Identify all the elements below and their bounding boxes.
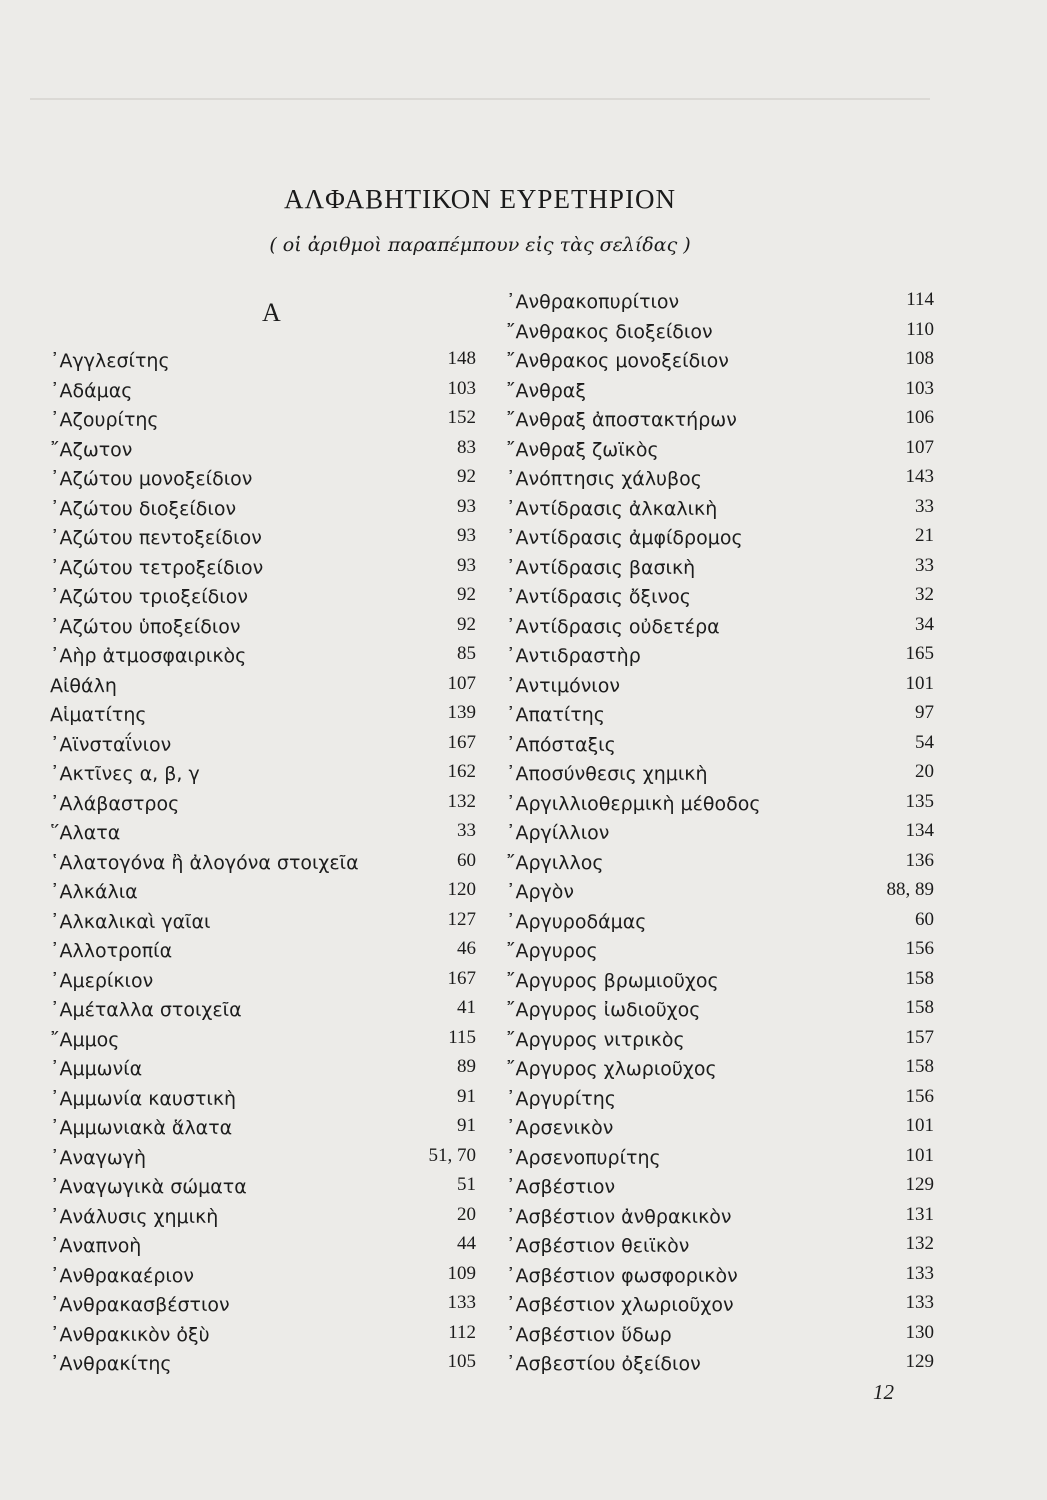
entry-term: ᾽Ασβεστίου ὀξείδιον [506, 1353, 701, 1375]
entry-term: ᾽Αγγλεσίτης [50, 350, 170, 372]
entry-page: 92 [457, 613, 476, 635]
entry-page: 162 [447, 761, 476, 782]
entry-page: 165 [905, 643, 934, 664]
page-title: ΑΛΦΑΒΗΤΙΚΟΝ ΕΥΡΕΤΗΡΙΟΝ [284, 184, 676, 214]
entry-term: ᾽Αμμωνία καυστικὴ [50, 1087, 237, 1110]
index-entry [506, 702, 934, 732]
entry-page: 127 [447, 908, 476, 930]
entry-term: ᾽Αργυροδάμας [506, 910, 647, 933]
entry-term: ᾽Αμερίκιον [50, 969, 154, 992]
entry-term: ᾽Ανθρακοπυρίτιον [506, 291, 680, 313]
entry-page: 103 [447, 377, 476, 399]
entry-page: 91 [457, 1115, 476, 1136]
entry-term: ᾽Απατίτης [506, 704, 605, 726]
entry-page: 97 [915, 702, 934, 723]
entry-page: 85 [457, 643, 476, 664]
entry-page: 60 [915, 908, 934, 930]
index-entry [506, 968, 934, 998]
entry-page: 132 [447, 790, 476, 812]
entry-term: ᾽Αλκαλικαὶ γαῖαι [50, 910, 211, 933]
entry-term: ᾽Αλάβαστρος [50, 792, 180, 815]
index-column-right [506, 289, 934, 1381]
entry-term: ᾽Ανάλυσις χημικὴ [50, 1205, 219, 1228]
entry-page: 136 [905, 849, 934, 871]
entry-page: 51 [457, 1174, 476, 1195]
index-entry [50, 1174, 476, 1204]
index-entry [50, 1292, 476, 1322]
index-entry [50, 1263, 476, 1293]
entry-term: ᾽Αζώτου τετροξείδιον [50, 556, 264, 579]
entry-term: ᾽Αποσύνθεσις χημικὴ [506, 763, 708, 785]
index-entry [506, 1351, 934, 1381]
index-entry [506, 1115, 934, 1145]
index-entry [506, 761, 934, 791]
bleed-through-band [30, 58, 930, 100]
entry-page: 51, 70 [428, 1144, 476, 1166]
index-entry [506, 1292, 934, 1322]
entry-page: 93 [457, 525, 476, 546]
entry-term: ᾽Ασβέστιον χλωριοῦχον [506, 1294, 734, 1316]
entry-term: ῎Αζωτον [50, 438, 133, 461]
entry-term: ᾽Ανθρακικὸν ὀξὺ [50, 1323, 210, 1346]
index-entry [506, 997, 934, 1027]
index-entry [50, 407, 476, 437]
index-entry [50, 378, 476, 408]
entry-page: 32 [915, 584, 934, 605]
entry-page: 54 [915, 731, 934, 753]
entry-term: ᾽Ανθρακίτης [50, 1353, 172, 1375]
index-entry [50, 820, 476, 850]
entry-term: ῞Αλατα [50, 822, 121, 844]
entry-term: ᾽Αϊνσταΐνιον [50, 733, 172, 756]
entry-term: ῎Ανθρακος μονοξείδιον [506, 350, 729, 372]
index-entry [506, 614, 934, 644]
page-subtitle: ( οἱ ἀριθμοὶ παραπέμπουν εἰς τὰς σελίδας ) [269, 234, 691, 256]
entry-term: ᾽Αντίδρασις βασικὴ [506, 556, 696, 579]
index-entry [506, 673, 934, 703]
entry-page: 108 [905, 348, 934, 369]
index-entry [506, 1204, 934, 1234]
entry-term: Αἰθάλη [50, 674, 117, 697]
index-entry [50, 879, 476, 909]
entry-page: 33 [915, 554, 934, 576]
entry-term: ᾽Αργυρίτης [506, 1087, 616, 1110]
entry-page: 109 [447, 1262, 476, 1284]
index-entry [50, 1204, 476, 1234]
entry-page: 133 [905, 1262, 934, 1284]
entry-page: 167 [447, 967, 476, 989]
entry-term: ᾽Ανθρακαέριον [50, 1264, 195, 1287]
index-entry [50, 791, 476, 821]
entry-term: ᾽Αναγωγικὰ σώματα [50, 1176, 247, 1198]
entry-page: 101 [905, 672, 934, 694]
entry-page: 110 [906, 318, 934, 340]
index-entry [50, 614, 476, 644]
index-entry [506, 791, 934, 821]
entry-term: ῾Αλατογόνα ἢ ἀλογόνα στοιχεῖα [50, 851, 359, 874]
entry-page: 112 [448, 1321, 476, 1343]
entry-term: ῎Αργυρος χλωριοῦχος [506, 1058, 717, 1080]
entry-page: 101 [905, 1144, 934, 1166]
entry-term: ᾽Αμμωνία [50, 1058, 143, 1080]
entry-page: 101 [905, 1115, 934, 1136]
index-entry [50, 1351, 476, 1381]
entry-term: ᾽Ασβέστιον ἀνθρακικὸν [506, 1205, 732, 1228]
entry-term: ᾽Αντίδρασις ἀλκαλικὴ [506, 497, 718, 520]
index-entry [506, 525, 934, 555]
index-entry [50, 1056, 476, 1086]
entry-page: 158 [905, 997, 934, 1018]
entry-page: 60 [457, 849, 476, 871]
entry-term: ᾽Αζώτου πεντοξείδιον [50, 527, 262, 549]
entry-page: 133 [447, 1292, 476, 1313]
entry-page: 34 [915, 613, 934, 635]
index-entry [50, 437, 476, 467]
entry-page: 83 [457, 436, 476, 458]
index-entry [506, 850, 934, 880]
entry-term: ᾽Αδάμας [50, 379, 133, 402]
index-entry [50, 525, 476, 555]
entry-page: 33 [457, 820, 476, 841]
entry-term: ᾽Αζώτου τριοξείδιον [50, 586, 248, 608]
entry-term: ᾽Αντίδρασις ἀμφίδρομος [506, 527, 743, 549]
entry-term: ῎Ανθραξ ζωϊκὸς [506, 438, 659, 461]
entry-term: ᾽Αντιδραστὴρ [506, 645, 641, 667]
index-entry [506, 1056, 934, 1086]
entry-term: ᾽Αλκάλια [50, 881, 138, 903]
index-entry [506, 289, 934, 319]
index-entry [50, 555, 476, 585]
entry-page: 89 [457, 1056, 476, 1077]
section-letter: Α [262, 298, 281, 327]
entry-page: 92 [457, 466, 476, 487]
entry-term: ᾽Αμέταλλα στοιχεῖα [50, 999, 242, 1021]
entry-page: 134 [905, 820, 934, 841]
entry-page: 107 [447, 672, 476, 694]
entry-page: 158 [905, 967, 934, 989]
entry-term: ῎Αργυρος νιτρικὸς [506, 1028, 685, 1051]
entry-page: 33 [915, 495, 934, 517]
entry-page: 44 [457, 1233, 476, 1254]
entry-term: ᾽Ασβέστιον [506, 1176, 616, 1198]
index-entry [50, 496, 476, 526]
index-entry [506, 319, 934, 349]
entry-term: ᾽Ακτῖνες α, β, γ [50, 763, 200, 785]
entry-term: ᾽Αζουρίτης [50, 409, 159, 431]
entry-page: 103 [905, 377, 934, 399]
entry-page: 114 [906, 289, 934, 310]
entry-page: 91 [457, 1085, 476, 1107]
index-entry [506, 1086, 934, 1116]
entry-term: Αἱματίτης [50, 704, 147, 726]
index-column-left [50, 348, 476, 1381]
entry-page: 130 [905, 1321, 934, 1343]
index-entry [50, 761, 476, 791]
index-entry [50, 466, 476, 496]
index-entry [506, 1263, 934, 1293]
entry-term: ᾽Αργίλλιον [506, 822, 610, 844]
index-entry [50, 1145, 476, 1175]
entry-term: ᾽Ανόπτησις χάλυβος [506, 468, 702, 490]
index-entry [50, 968, 476, 998]
index-entry [506, 407, 934, 437]
entry-page: 129 [905, 1351, 934, 1372]
entry-page: 156 [905, 938, 934, 959]
index-entry [506, 1322, 934, 1352]
index-entry [506, 437, 934, 467]
index-entry [506, 466, 934, 496]
entry-term: ᾽Αζώτου ὑποξείδιον [50, 615, 241, 638]
entry-term: ᾽Αλλοτροπία [50, 940, 173, 962]
entry-page: 132 [905, 1233, 934, 1254]
entry-term: ῎Αργυρος [506, 940, 598, 962]
entry-term: ῎Αργυρος βρωμιοῦχος [506, 969, 719, 992]
entry-page: 106 [905, 407, 934, 428]
entry-term: ῎Αργιλλος [506, 851, 604, 874]
index-entry [506, 1027, 934, 1057]
entry-term: ᾽Αζώτου μονοξείδιον [50, 468, 253, 490]
index-entry [506, 1145, 934, 1175]
entry-term: ᾽Αργὸν [506, 881, 575, 903]
index-entry [506, 643, 934, 673]
entry-term: ῎Αργυρος ἰωδιοῦχος [506, 999, 701, 1021]
index-entry [506, 584, 934, 614]
index-entry [506, 1233, 934, 1263]
entry-page: 167 [447, 731, 476, 753]
entry-term: ᾽Αντιμόνιον [506, 674, 620, 697]
index-entry [506, 1174, 934, 1204]
entry-page: 20 [915, 761, 934, 782]
index-entry [50, 938, 476, 968]
entry-page: 157 [905, 1026, 934, 1048]
entry-page: 115 [448, 1026, 476, 1048]
entry-page: 148 [447, 348, 476, 369]
page-number: 12 [873, 1380, 894, 1404]
entry-term: ῎Ανθραξ ἀποστακτήρων [506, 409, 737, 431]
entry-page: 92 [457, 584, 476, 605]
entry-term: ᾽Αὴρ ἀτμοσφαιρικὸς [50, 645, 247, 667]
entry-page: 139 [447, 702, 476, 723]
entry-page: 152 [447, 407, 476, 428]
entry-page: 46 [457, 938, 476, 959]
entry-term: ᾽Αζώτου διοξείδιον [50, 497, 237, 520]
index-entry [50, 702, 476, 732]
entry-page: 105 [447, 1351, 476, 1372]
index-entry [50, 732, 476, 762]
index-entry [50, 584, 476, 614]
entry-page: 143 [905, 466, 934, 487]
entry-term: ᾽Αντίδρασις ὄξινος [506, 586, 691, 608]
entry-term: ᾽Ασβέστιον φωσφορικὸν [506, 1264, 738, 1287]
entry-term: ᾽Ασβέστιον ὕδωρ [506, 1323, 672, 1346]
entry-page: 131 [905, 1203, 934, 1225]
entry-term: ᾽Ασβέστιον θειϊκὸν [506, 1235, 690, 1257]
entry-term: ᾽Απόσταξις [506, 733, 616, 756]
index-entry [50, 850, 476, 880]
entry-page: 93 [457, 554, 476, 576]
index-entry [50, 673, 476, 703]
entry-term: ᾽Αρσενοπυρίτης [506, 1146, 661, 1169]
index-entry [506, 879, 934, 909]
entry-term: ᾽Αμμωνιακὰ ἅλατα [50, 1117, 233, 1139]
entry-term: ῎Ανθρακος διοξείδιον [506, 320, 713, 343]
entry-page: 156 [905, 1085, 934, 1107]
index-entry [506, 348, 934, 378]
index-entry [50, 1322, 476, 1352]
index-entry [50, 1086, 476, 1116]
entry-page: 135 [905, 790, 934, 812]
entry-page: 158 [905, 1056, 934, 1077]
entry-term: ῎Αμμος [50, 1028, 120, 1051]
index-entry [50, 348, 476, 378]
entry-term: ᾽Αργιλλιοθερμικὴ μέθοδος [506, 792, 761, 815]
index-entry [506, 732, 934, 762]
index-entry [50, 997, 476, 1027]
entry-page: 88, 89 [886, 879, 934, 900]
entry-page: 20 [457, 1203, 476, 1225]
entry-term: ᾽Αντίδρασις οὐδετέρα [506, 615, 720, 638]
index-entry [50, 1233, 476, 1263]
entry-page: 93 [457, 495, 476, 517]
entry-page: 21 [915, 525, 934, 546]
entry-term: ᾽Αρσενικὸν [506, 1117, 614, 1139]
index-entry [50, 643, 476, 673]
entry-page: 107 [905, 436, 934, 458]
index-entry [50, 1027, 476, 1057]
entry-page: 120 [447, 879, 476, 900]
index-entry [50, 909, 476, 939]
index-entry [506, 378, 934, 408]
entry-term: ᾽Αναπνοὴ [50, 1235, 142, 1257]
entry-page: 129 [905, 1174, 934, 1195]
entry-page: 133 [905, 1292, 934, 1313]
index-entry [506, 820, 934, 850]
index-entry [506, 555, 934, 585]
entry-term: ῎Ανθραξ [506, 379, 586, 402]
entry-term: ᾽Ανθρακασβέστιον [50, 1294, 230, 1316]
entry-term: ᾽Αναγωγὴ [50, 1146, 147, 1169]
index-entry [506, 496, 934, 526]
index-entry [50, 1115, 476, 1145]
index-entry [506, 909, 934, 939]
index-entry [506, 938, 934, 968]
entry-page: 41 [457, 997, 476, 1018]
